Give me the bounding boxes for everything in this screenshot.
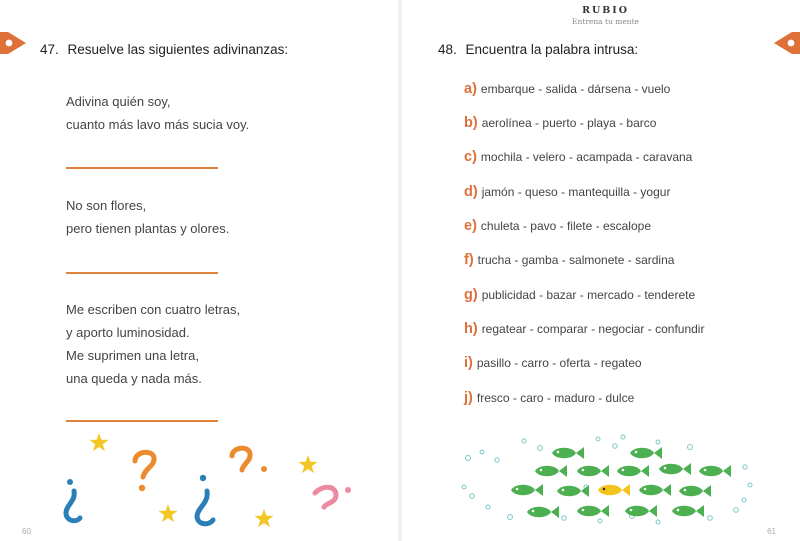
item-letter: j) <box>464 390 473 406</box>
bubble-icon <box>734 508 739 513</box>
bubble-icon <box>742 498 746 502</box>
list-item <box>464 81 670 97</box>
item-letter: c) <box>464 149 477 165</box>
question-mark-icon <box>315 487 336 507</box>
question-mark-icon <box>135 452 154 477</box>
item-text: chuleta - pavo - filete - escalope <box>480 219 651 233</box>
item-text: jamón - queso - mantequilla - yogur <box>481 185 671 199</box>
bubble-icon <box>621 435 625 439</box>
bubble-icon <box>598 519 602 523</box>
list-item <box>464 218 651 234</box>
item-text: aerolínea - puerto - playa - barco <box>481 116 657 130</box>
item-text: embarque - salida - dársena - vuelo <box>480 82 671 96</box>
riddle-line: cuanto más lavo más sucia voy. <box>66 117 250 132</box>
fish-icon <box>639 484 671 496</box>
fish-icon <box>535 465 567 477</box>
item-text: pasillo - carro - oferta - regateo <box>476 356 642 370</box>
list-item <box>464 287 695 303</box>
bubble-icon <box>596 437 600 441</box>
star-icon <box>159 504 178 522</box>
bubble-icon <box>613 444 618 449</box>
exercise-48-heading <box>438 42 638 57</box>
bubble-icon <box>538 446 543 451</box>
riddle-line: Me suprimen una letra, <box>66 348 199 363</box>
answer-line-3[interactable] <box>66 420 218 422</box>
speech-bubble-tab-icon <box>0 30 26 56</box>
bubble-icon <box>462 485 466 489</box>
fish-icon <box>577 465 609 477</box>
list-item <box>464 321 704 337</box>
item-letter: g) <box>464 287 478 303</box>
star-icon <box>299 455 318 473</box>
list-item <box>464 355 642 371</box>
exercise-number: 48. <box>438 42 457 57</box>
item-letter: f) <box>464 252 474 268</box>
riddle-line: Adivina quién soy, <box>66 94 171 109</box>
fish-icon <box>617 465 649 477</box>
question-marks-decoration <box>0 425 400 541</box>
bubble-icon <box>656 440 660 444</box>
star-icon <box>255 509 274 527</box>
riddle-line: una queda y nada más. <box>66 371 202 386</box>
bubble-icon <box>480 450 484 454</box>
fish-icon <box>672 505 704 517</box>
item-letter: i) <box>464 355 473 371</box>
bubble-icon <box>562 516 567 521</box>
fish-icon <box>552 447 584 459</box>
page-number: 60 <box>22 527 31 536</box>
list-item <box>464 184 670 200</box>
item-text: fresco - caro - maduro - dulce <box>476 391 635 405</box>
item-letter: d) <box>464 184 478 200</box>
bubble-icon <box>486 505 490 509</box>
bubble-icon <box>688 445 693 450</box>
item-text: trucha - gamba - salmonete - sardina <box>477 253 675 267</box>
inverted-question-mark-icon <box>66 491 80 521</box>
brand-logo <box>572 5 639 26</box>
bubble-icon <box>656 520 660 524</box>
answer-line-1[interactable] <box>66 167 218 169</box>
list-item <box>464 252 674 268</box>
list-item <box>464 149 692 165</box>
exercise-title: Resuelve las siguientes adivinanzas: <box>67 42 289 57</box>
item-text: regatear - comparar - negociar - confundir <box>481 322 705 336</box>
inverted-question-mark-icon <box>197 491 213 524</box>
bubble-icon <box>508 515 513 520</box>
fish-icon <box>598 484 630 496</box>
bubble-icon <box>470 494 475 499</box>
fish-icon <box>699 465 731 477</box>
riddle-3 <box>66 298 240 390</box>
bubble-icon <box>748 483 752 487</box>
bubble-icon <box>495 458 499 462</box>
question-mark-icon <box>232 448 250 470</box>
list-item <box>464 115 656 131</box>
exercise-number: 47. <box>40 42 59 57</box>
list-item <box>464 390 634 406</box>
exercise-title: Encuentra la palabra intrusa: <box>465 42 639 57</box>
bubble-icon <box>743 465 747 469</box>
riddle-line: No son flores, <box>66 198 147 213</box>
bubble-icon <box>466 456 471 461</box>
riddle-1 <box>66 90 249 136</box>
item-text: publicidad - bazar - mercado - tenderete <box>481 288 696 302</box>
riddle-line: y aporto luminosidad. <box>66 325 190 340</box>
item-letter: h) <box>464 321 478 337</box>
brand-name: RUBIO <box>582 5 630 16</box>
item-letter: b) <box>464 115 478 131</box>
item-text: mochila - velero - acampada - caravana <box>480 150 693 164</box>
page-number: 61 <box>767 527 776 536</box>
bubble-icon <box>708 516 713 521</box>
brand-tagline: Entrena tu mente <box>572 17 640 26</box>
fish-icon <box>659 463 691 475</box>
bubble-icon <box>522 439 526 443</box>
fish-icon <box>511 484 543 496</box>
item-letter: e) <box>464 218 477 234</box>
answer-line-2[interactable] <box>66 272 218 274</box>
fish-icon <box>527 506 559 518</box>
exercise-47-heading <box>40 42 288 57</box>
riddle-line: pero tienen plantas y olores. <box>66 221 230 236</box>
fish-school-decoration <box>400 430 800 530</box>
star-icon <box>90 433 109 451</box>
fish-icon <box>577 505 609 517</box>
fish-icon <box>630 447 662 459</box>
right-page <box>400 0 800 541</box>
speech-bubble-tab-icon <box>774 30 800 56</box>
fish-icon <box>679 485 711 497</box>
riddle-line: Me escriben con cuatro letras, <box>66 302 241 317</box>
riddle-2 <box>66 194 229 240</box>
item-letter: a) <box>464 81 477 97</box>
